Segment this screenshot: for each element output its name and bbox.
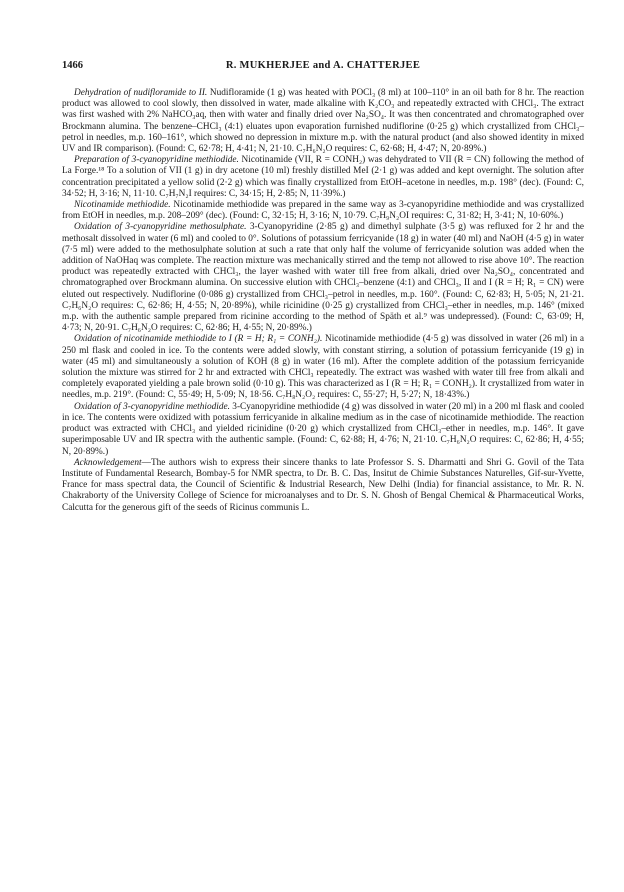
- paragraph-oxidation-cyanopyridine-methiodide: [62, 402, 584, 458]
- paragraph-oxidation-nicotinamide: [62, 334, 584, 401]
- paragraph-text: Nudifloramide (1 g) was heated with POCl₃ (8 ml) at 100–110° in an oil bath for 8 hr. The reaction product was allowed to cool slowly, then dissolved in water, made alkaline with K₂CO₃ and repeatedly extracted with CHCl₃. The extract was first washed with 2% NaHCO₃aq, then with water and finally dried over Na₂SO₄. It was then concentrated and chromatographed over Brockmann alumina. The benzene–CHCl₃ (4:1) eluates upon evaporation furnished nudiflorine (0·25 g) which crystallized from CHCl₃–petrol in needles, m.p. 160–161°, which showed no depression in mixture m.p. with the natural product (and also showed identity in mixed UV and IR comparison). (Found: C, 62·78; H, 4·41; N, 21·10. C₇H₆N₂O requires: C, 62·68; H, 4·47; N, 20·89%.): [62, 88, 585, 155]
- paragraph-lead: Dehydration of nudifloramide to II.: [74, 88, 208, 98]
- paragraph-nicotinamide-methiodide: [62, 200, 584, 222]
- paragraph-text: Nicotinamide methiodide (4·5 g) was dissolved in water (26 ml) in a 250 ml flask and cooled in ice. To the contents were added slowly, with constant stirring, a solution of potassium ferricyanide (19 g) in water (45 ml) and simultaneously a solution of KOH (8 g) in water (16 ml). After the complete addition of the potassium ferricyanide solution the mixture was stirred for 2 hr and extracted with CHCl₃ repeatedly. The extract was washed with water till free from alkali and completely evaporated yielding a pale brown solid (0·10 g). This was characterized as I (R = H; R₁ = CONH₂). It crystallized from water in needles, m.p. 219°. (Found: C, 55·49; H, 5·09; N, 18·56. C₇H₈N₂O₂ requires: C, 55·27; H, 5·27; N, 18·43%.): [62, 334, 585, 401]
- paragraph-lead: Acknowledgement: [74, 457, 142, 468]
- paragraph-lead: Oxidation of nicotinamide methiodide to I (R = H; R₁ = CONH₂).: [74, 334, 323, 345]
- paragraph-lead: Preparation of 3-cyanopyridine methiodide.: [74, 155, 239, 166]
- running-head: R. MUKHERJEE and A. CHATTERJEE: [225, 60, 421, 71]
- page: [62, 60, 584, 514]
- paragraph-text: Nicotinamide (VII, R = CONH₂) was dehydrated to VII (R = CN) following the method of La Forge.¹⁸ To a solution of VII (1 g) in dry acetone (10 ml) freshly distilled MeI (2·1 g) was added and kept overnight. The solution after concentration precipitated a yellow solid (2·2 g) which was finally crystallized from EtOH–acetone in needles, m.p. 198° (dec). (Found: C, 34·52; H, 3·16; N, 11·10. C₇H₇N₂I requires: C, 34·15; H, 2·85; N, 11·39%.): [62, 155, 584, 199]
- paragraph-text: 3-Cyanopyridine methiodide (4 g) was dissolved in water (20 ml) in a 200 ml flask and cooled in ice. The contents were oxidized with potassium ferricyanide in alkaline medium as in the case of nicotinamide methiodide. The reaction product was extracted with CHCl₃ and yielded ricinidine (0·20 g) which crystallized from CHCl₃–ether in needles, m.p. 146°. It gave superimposable UV and IR spectra with the authentic sample. (Found: C, 62·88; H, 4·76; N, 21·10. C₇H₆N₂O requires: C, 62·86; H, 4·55; N, 20·89%.): [62, 401, 585, 457]
- paragraph-text: Nicotinamide methiodide was prepared in the same way as 3-cyanopyridine methiodide and was crystallized from EtOH in needles, m.p. 208–209° (dec). (Found: C, 32·15; H, 3·16; N, 10·79. C₇H₉N₂OI requires: C, 31·82; H, 3·41; N, 10·60%.): [62, 200, 584, 222]
- paragraph-oxidation-methosulphate: [62, 222, 584, 334]
- paragraph-dehydration: [62, 88, 584, 155]
- paragraph-text: —The authors wish to express their sincere thanks to late Professor S. S. Dharmatti and Shri G. Govil of the Tata Institute of Fundamental Research, Bombay-5 for NMR spectra, to Dr. B. C. Das, Insitut de Chimie Substances Naturelles, Gif-sur-Yvette, France for mass spectral data, the Council of Scientific & Industrial Research, New Delhi (India) for financial assistance, to Mr. R. N. Chakraborty of the University College of Science for microanalyses and to Dr. S. N. Ghosh of Bengal Chemical & Pharmaceutical Works, Calcutta for the generous gift of the seeds of Ricinus communis L.: [62, 457, 584, 513]
- paragraph-cyanopyridine-methiodide-prep: [62, 155, 584, 200]
- paragraph-lead: Oxidation of 3-cyanopyridine methosulphate.: [74, 222, 247, 233]
- paragraph-lead: Oxidation of 3-cyanopyridine methiodide.: [74, 401, 230, 412]
- paragraph-lead: Nicotinamide methiodide.: [74, 200, 171, 211]
- page-header: [62, 60, 584, 78]
- paragraph-text: 3-Cyanopyridine (2·85 g) and dimethyl sulphate (3·5 g) was refluxed for 2 hr and the methosalt dissolved in water (6 ml) and cooled to 0°. Solutions of potassium ferricyanide (18 g) in water (40 ml) and NaOH (4·5 g) in water (7·5 ml) were added to the methosulphate solution at such a rate that only half the volume of ferricyanide solution was added when the addition of NaOHaq was complete. The reaction mixture was mechanically stirred and the temp not allowed to rise above 10°. The reaction product was repeatedly extracted with CHCl₃, the layer washed with water till free from alkali, dried over Na₂SO₄, concentrated and chromatographed over Brockmann alumina. On successive elution with CHCl₃–benzene (4:1) and CHCl₃, II and I (R = H; R₁ = CN) were eluted out respectively. Nudiflorine (0·086 g) crystallized from CHCl₃–petrol in needles, m.p. 160°. (Found: C, 62·83; H, 5·05; N, 21·21. C₇H₆N₂O requires: C, 62·86; H, 4·55; N, 20·89%), while ricinidine (0·25 g) crystallized from CHCl₃–ether in needles, m.p. 146° (mixed m.p. with the authentic sample prepared from ricinine according to the method of Späth et al.⁹ was undepressed). (Found: C, 63·09; H, 4·73; N, 20·91. C₇H₆N₂O requires: C, 62·86; H, 4·55; N, 20·89%.): [62, 222, 584, 334]
- page-number: 1466: [62, 60, 83, 71]
- paragraph-acknowledgement: [62, 458, 584, 514]
